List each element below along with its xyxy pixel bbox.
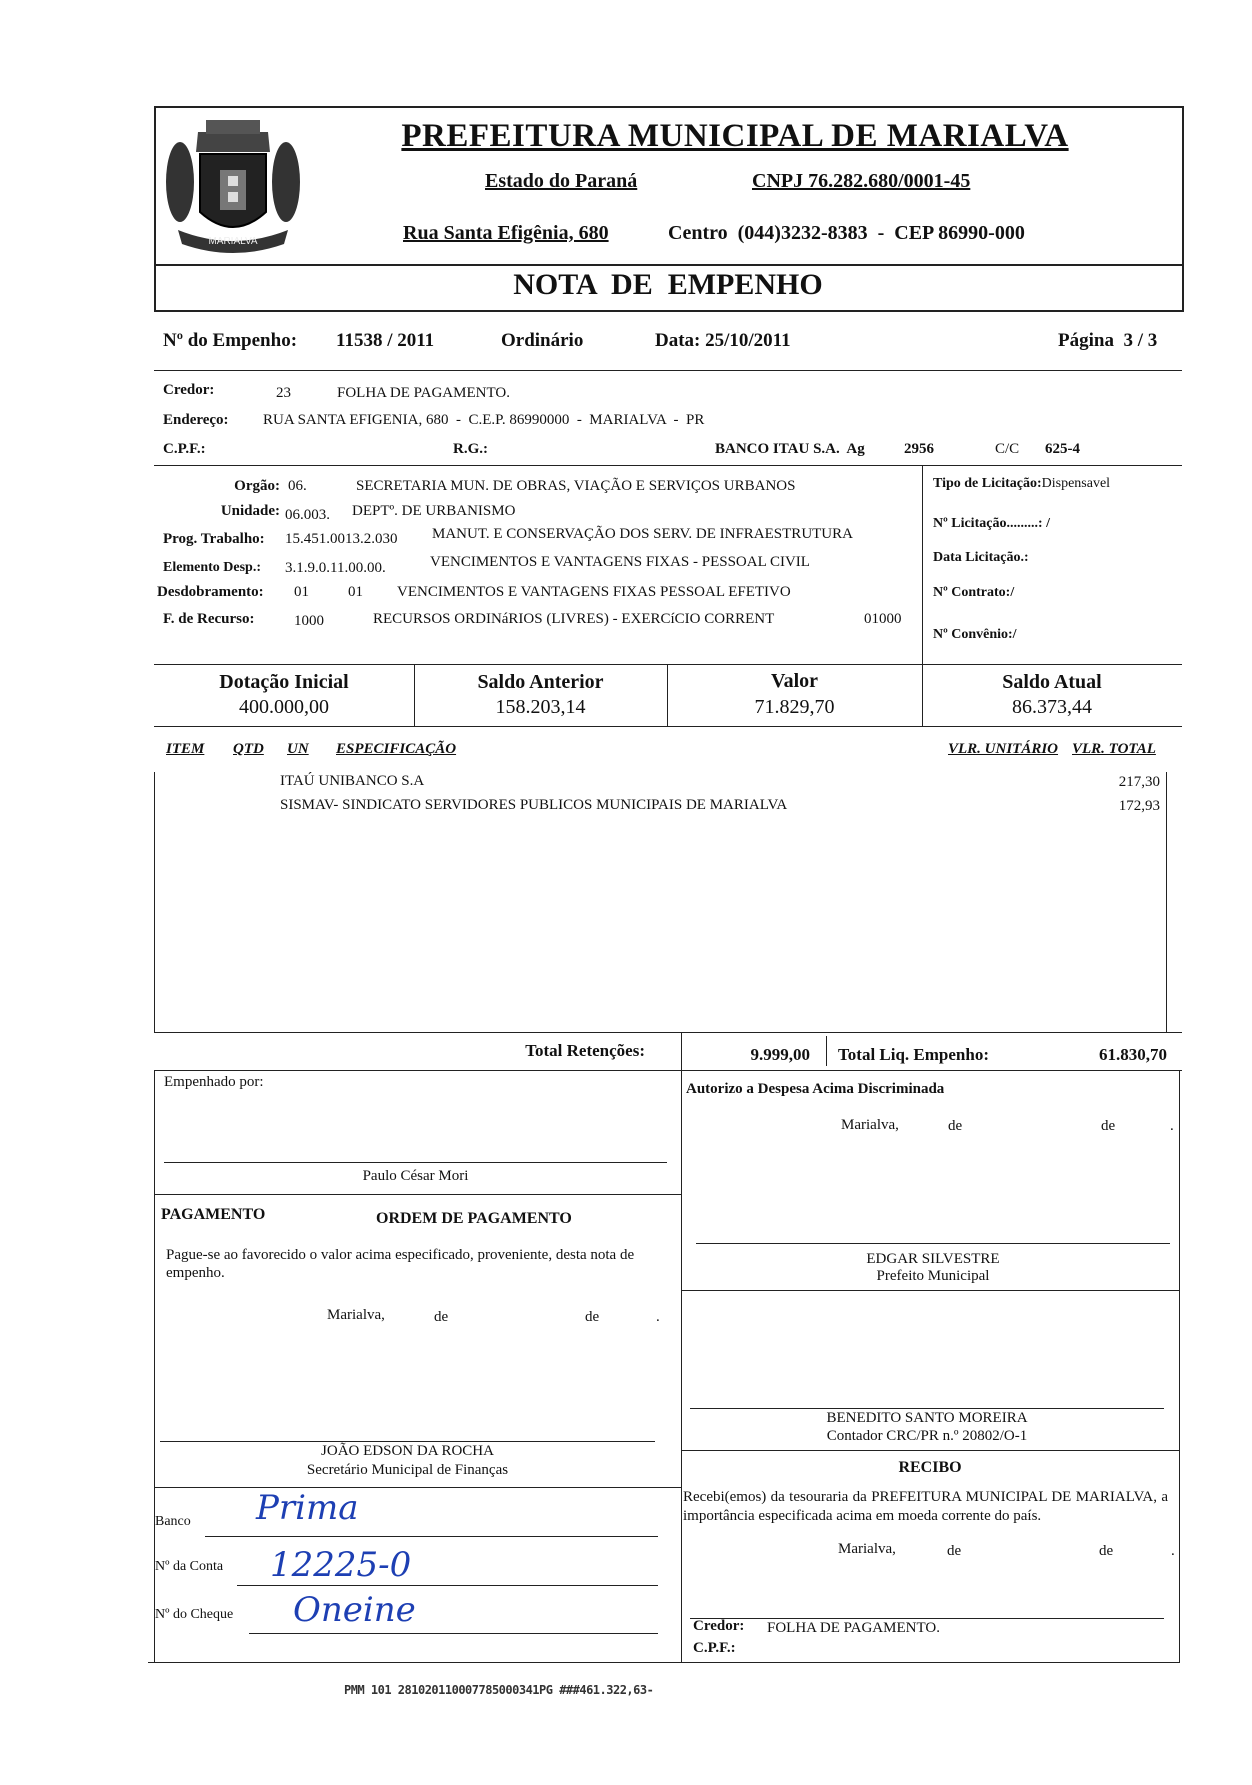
balance-label-valor: Valor [770, 670, 819, 692]
col-qtd: QTD [233, 741, 264, 757]
prog-label: Prog. Trabalho: [163, 531, 265, 547]
unidade-desc: DEPTº. DE URBANISMO [352, 503, 516, 519]
divider [154, 465, 1182, 466]
prefeito-name: EDGAR SILVESTRE [866, 1251, 1000, 1267]
cc-label: C/C [995, 441, 1020, 457]
pagamento-de2: de [585, 1309, 600, 1325]
header-contact: Centro (044)3232-8383 - CEP 86990-000 [668, 222, 1025, 244]
contador-name: BENEDITO SANTO MOREIRA [826, 1410, 1028, 1426]
unidade-label: Unidade: [220, 503, 280, 519]
empenho-type: Ordinário [501, 330, 584, 351]
autorizo-de1: de [948, 1118, 963, 1134]
totals-divider [826, 1036, 827, 1066]
banco-field-line[interactable] [205, 1536, 658, 1537]
divider [154, 1194, 682, 1195]
totals-divider [681, 1032, 682, 1070]
ordem-pagamento-title: ORDEM DE PAGAMENTO [376, 1210, 572, 1227]
liquido-value: 61.830,70 [1099, 1045, 1167, 1064]
empenho-number-label: Nº do Empenho: [163, 330, 298, 351]
prog-code: 15.451.0013.2.030 [285, 531, 398, 547]
lower-middle-divider [681, 1070, 682, 1663]
autorizo-place: Marialva, [841, 1117, 899, 1133]
cc-value: 625-4 [1045, 441, 1080, 457]
recurso-desc: RECURSOS ORDINáRIOS (LIVRES) - EXERCíCIO CORRENT [373, 611, 775, 627]
header-divider [154, 264, 1182, 266]
orgao-label: Orgão: [234, 478, 280, 494]
col-unit-value: VLR. UNITÁRIO [948, 741, 1059, 757]
empenhado-name: Paulo César Mori [362, 1168, 469, 1184]
page-number: Página 3 / 3 [1058, 330, 1158, 351]
signature-line [164, 1162, 667, 1163]
elem-desc: VENCIMENTOS E VANTAGENS FIXAS - PESSOAL CIVIL [430, 554, 810, 570]
credor-label: Credor: [163, 382, 215, 398]
autorizo-title: Autorizo a Despesa Acima Discriminada [686, 1081, 945, 1097]
pagamento-text: Pague-se ao favorecido o valor acima especificado, proveniente, desta nota de empenho. [166, 1247, 635, 1281]
desd-desc: VENCIMENTOS E VANTAGENS FIXAS PESSOAL EFETIVO [397, 584, 791, 600]
bank-agency: 2956 [904, 441, 934, 457]
list-item-total: 217,30 [1118, 774, 1160, 790]
divider [154, 726, 1182, 727]
retencoes-value: 9.999,00 [750, 1045, 810, 1064]
empenho-number: 11538 / 2011 [336, 330, 435, 351]
conta-handwritten: 12225-0 [270, 1545, 412, 1585]
balance-label-saldo-atual: Saldo Atual [1002, 671, 1102, 693]
header-address: Rua Santa Efigênia, 680 [403, 222, 609, 244]
desdobramento-label: Desdobramento: [157, 584, 264, 600]
cheque-label: Nº do Cheque [155, 1607, 234, 1622]
col-un: UN [287, 741, 309, 757]
licitacao-type-label: Tipo de Licitação: [933, 476, 1042, 491]
balance-value-saldo-atual: 86.373,44 [1012, 696, 1092, 718]
cheque-handwritten: Oneine [293, 1590, 416, 1630]
recibo-place: Marialva, [838, 1541, 896, 1557]
prefeito-title: Prefeito Municipal [876, 1268, 990, 1284]
elem-label: Elemento Desp.: [163, 560, 261, 575]
recibo-text: Recebi(emos) da tesouraria da PREFEITURA MUNICIPAL DE MARIALVA, a importância especificada acima em moeda corrente do país. [683, 1489, 1168, 1524]
prog-desc: MANUT. E CONSERVAÇÃO DOS SERV. DE INFRAESTRUTURA [432, 526, 853, 542]
secretario-title: Secretário Municipal de Finanças [306, 1462, 509, 1478]
unidade-code: 06.003. [285, 507, 330, 523]
contador-title: Contador CRC/PR n.º 20802/O-1 [826, 1428, 1028, 1444]
list-item-total: 172,93 [1118, 798, 1160, 814]
recibo-credor-name: FOLHA DE PAGAMENTO. [767, 1620, 940, 1636]
conta-field-line[interactable] [237, 1585, 658, 1586]
balance-label-saldo-anterior: Saldo Anterior [477, 671, 604, 693]
elem-code: 3.1.9.0.11.00.00. [285, 560, 386, 576]
recibo-title: RECIBO [898, 1459, 962, 1476]
pagamento-label: PAGAMENTO [161, 1206, 266, 1223]
convenio-number: Nº Convênio:/ [933, 627, 1017, 642]
banco-label: Banco [155, 1514, 191, 1529]
liquido-label: Total Liq. Empenho: [838, 1045, 989, 1064]
recurso-label: F. de Recurso: [163, 611, 255, 627]
banco-handwritten: Prima [256, 1488, 359, 1528]
header-cnpj: CNPJ 76.282.680/0001-45 [752, 170, 971, 192]
recibo-de2: de [1099, 1543, 1114, 1559]
empenhado-label: Empenhado por: [164, 1074, 264, 1090]
bank-name: BANCO ITAU S.A. Ag [715, 441, 865, 457]
col-item: ITEM [166, 741, 205, 757]
cheque-field-line[interactable] [249, 1633, 658, 1634]
divider [154, 1487, 682, 1488]
divider [154, 1070, 1182, 1071]
divider [681, 1450, 1179, 1451]
signature-line [696, 1243, 1170, 1244]
balance-label-dotacao: Dotação Inicial [219, 671, 349, 693]
empenho-date: Data: 25/10/2011 [655, 330, 791, 351]
recibo-de1: de [947, 1543, 962, 1559]
items-left-border [154, 772, 155, 1032]
divider [154, 370, 1182, 371]
address-label: Endereço: [163, 412, 229, 428]
svg-text:MARIALVA: MARIALVA [208, 236, 258, 247]
licitacao-number: Nº Licitação.........: / [933, 516, 1050, 531]
footer-code: PMM 101 281020110007785000341PG ###461.322,63- [344, 1683, 654, 1697]
orgao-code: 06. [288, 478, 307, 494]
document-title: NOTA DE EMPENHO [513, 268, 823, 301]
lower-right-border [1179, 1070, 1180, 1663]
items-right-border [1166, 772, 1167, 1032]
signature-line [690, 1408, 1164, 1409]
licitacao-type-value: Dispensavel [1041, 476, 1111, 491]
col-spec: ESPECIFICAÇÃO [336, 741, 457, 757]
pagamento-de1: de [434, 1309, 449, 1325]
divider [154, 1032, 1182, 1033]
bottom-border [148, 1662, 1179, 1663]
credor-address: RUA SANTA EFIGENIA, 680 - C.E.P. 86990000 - MARIALVA - PR [263, 412, 705, 428]
licitacao-type [933, 476, 1110, 492]
autorizo-de2: de [1101, 1118, 1116, 1134]
licitacao-divider [922, 465, 923, 665]
municipal-seal-icon [158, 112, 308, 262]
cpf-label: C.P.F.: [163, 441, 206, 457]
secretario-name: JOÃO EDSON DA ROCHA [321, 1443, 494, 1459]
credor-name: FOLHA DE PAGAMENTO. [337, 385, 510, 401]
licitacao-date: Data Licitação.: [933, 550, 1029, 565]
pagamento-place: Marialva, [327, 1307, 385, 1323]
balance-value-dotacao: 400.000,00 [239, 696, 329, 718]
balance-value-valor: 71.829,70 [754, 696, 835, 718]
credor-code: 23 [276, 385, 291, 401]
list-item: ITAÚ UNIBANCO S.A [280, 773, 425, 789]
signature-line [160, 1441, 655, 1442]
desd-code2: 01 [348, 584, 363, 600]
recurso-code2: 01000 [864, 611, 902, 627]
balance-value-saldo-anterior: 158.203,14 [495, 696, 586, 718]
rg-label: R.G.: [453, 441, 488, 457]
header-state: Estado do Paraná [485, 170, 638, 192]
signature-line [690, 1618, 1164, 1619]
divider [681, 1290, 1179, 1291]
header-title: PREFEITURA MUNICIPAL DE MARIALVA [401, 118, 1069, 154]
col-total-value: VLR. TOTAL [1072, 741, 1156, 757]
recurso-code: 1000 [294, 613, 324, 629]
divider [154, 664, 1182, 665]
autorizo-dot: . [1170, 1118, 1174, 1134]
recibo-credor-label: Credor: [693, 1618, 745, 1634]
orgao-desc: SECRETARIA MUN. DE OBRAS, VIAÇÃO E SERVIÇOS URBANOS [356, 478, 796, 494]
retencoes-label: Total Retenções: [525, 1041, 645, 1060]
recibo-dot: . [1171, 1543, 1175, 1559]
conta-label: Nº da Conta [155, 1559, 224, 1574]
pagamento-dot: . [656, 1309, 660, 1325]
contract-number: Nº Contrato:/ [933, 585, 1015, 600]
list-item: SISMAV- SINDICATO SERVIDORES PUBLICOS MUNICIPAIS DE MARIALVA [280, 797, 788, 813]
desd-code1: 01 [294, 584, 309, 600]
recibo-cpf-label: C.P.F.: [693, 1640, 736, 1656]
